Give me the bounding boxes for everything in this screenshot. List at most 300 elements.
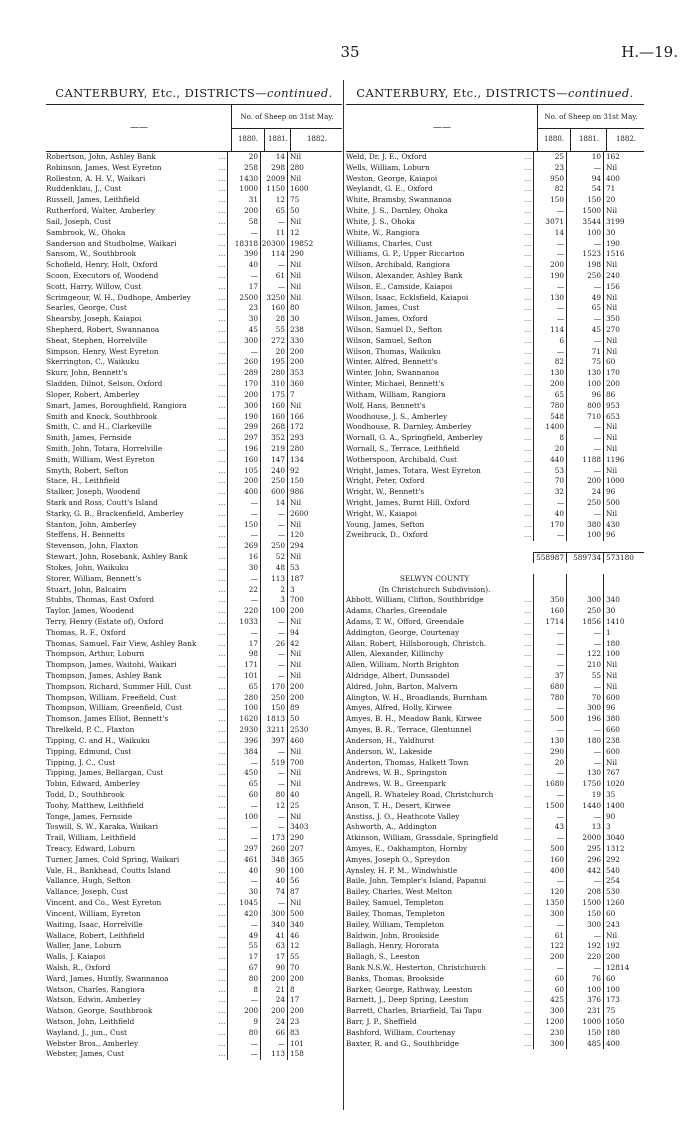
holder-name: Thompson, Richard, Summer Hill, Cust [46,681,192,691]
table-row [46,498,342,509]
sheep-count-2: 24 [260,1017,287,1028]
table-row [46,585,342,596]
sheep-count-3: 200 [287,606,342,617]
table-row [346,390,644,401]
sheep-count-2: — [566,163,603,174]
leader-dots: ... [218,206,226,216]
holder-name: Baxter, R. and G., Southbridge [346,1038,459,1048]
holder-name: Sambrook, W., Ohoka [46,227,126,237]
leader-dots: ... [218,335,226,345]
sheep-count-3: 55 [287,952,342,963]
sheep-count-2: 74 [260,887,287,898]
leader-dots: ... [524,692,532,702]
table-row [346,682,644,693]
sheep-count-2: 200 [260,974,287,985]
table-row [46,314,342,325]
leader-dots: ... [218,995,226,1005]
holder-name: Wornall, G. A., Springfield, Amberley [346,433,483,443]
sheep-count-1: — [533,790,566,801]
sheep-count-1: 680 [533,682,566,693]
leader-dots: ... [524,292,532,302]
sheep-count-3: 100 [603,649,644,660]
sheep-count-2: 63 [260,941,287,952]
sheep-count-3: 53 [287,563,342,574]
holder-name: Schofield, Henry, Holt, Oxford [46,260,158,270]
holder-name: Simpson, Henry, West Eyreton [46,346,159,356]
holder-name: Wolf, Hans, Bennett's [346,400,426,410]
sheep-count-1: — [533,347,566,358]
year-header: 1881. [570,128,607,151]
table-row [346,476,644,487]
sheep-count-3: 1600 [287,184,342,195]
leader-dots: ... [218,768,226,778]
sheep-count-1: 25 [533,152,566,163]
sheep-count-1 [533,574,566,585]
leader-dots: ... [524,249,532,259]
table-row [346,336,644,347]
sheep-count-1: 17 [227,282,260,293]
sheep-count-1: 150 [227,520,260,531]
sheep-count-3: 365 [287,855,342,866]
holder-name: Weylandt, G. E., Oxford [346,184,433,194]
sheep-count-3: 8 [287,985,342,996]
sheep-count-2: 196 [566,714,603,725]
table-row [346,293,644,304]
holder-name: Williams, G. P., Upper Riccarton [346,249,465,259]
leader-dots: ... [524,303,532,313]
sheep-count-2: 250 [260,693,287,704]
sheep-count-1: — [533,660,566,671]
sheep-count-2: 96 [566,390,603,401]
leader-dots: ... [524,822,532,832]
sheep-count-2: 130 [566,768,603,779]
table-row [346,974,644,985]
table-row [46,152,342,163]
sheep-count-1: 400 [227,487,260,498]
sheep-count-1: 8 [227,985,260,996]
sheep-count-2: 160 [260,401,287,412]
sheep-count-2: 160 [260,412,287,423]
leader-dots: ... [218,779,226,789]
leader-dots: ... [218,800,226,810]
table-row [46,649,342,660]
sheep-count-2: 200 [566,476,603,487]
sheep-count-2: 1750 [566,779,603,790]
holder-name: Robertson, John, Ashley Bank [46,152,156,161]
table-row [346,163,644,174]
leader-dots: ... [218,725,226,735]
sheep-count-3: 80 [287,303,342,314]
table-row [346,660,644,671]
sheep-count-1: — [227,920,260,931]
sheep-count-2: — [260,898,287,909]
sheep-count-2: 272 [260,336,287,347]
sheep-count-header [537,105,644,151]
leader-dots: ... [218,898,226,908]
sheep-count-1: 82 [533,357,566,368]
holder-name: Allen, Alexander, Killinchy [346,649,444,659]
leader-dots: ... [218,379,226,389]
leader-dots: ... [524,465,532,475]
sheep-count-1: 80 [227,974,260,985]
table-row [46,866,342,877]
sheep-count-3: 200 [287,1006,342,1017]
sheep-count-3: Nil [287,520,342,531]
table-row [46,822,342,833]
sheep-count-3: Nil [603,682,644,693]
sheep-count-2: 48 [260,563,287,574]
holder-name: Wright, Peter, Oxford [346,476,425,486]
sheep-count-1: 200 [227,1006,260,1017]
sheep-count-3: 50 [287,714,342,725]
sheep-count-1: 65 [227,779,260,790]
sheep-count-3: 12 [287,941,342,952]
table-row [46,1049,342,1060]
sheep-count-2: — [260,530,287,541]
leader-dots: ... [218,562,226,572]
table-row [346,357,644,368]
sheep-count-3: 400 [603,1039,644,1050]
sheep-count-2: 14 [260,152,287,163]
table-row [46,628,342,639]
table-row [346,422,644,433]
sheep-count-3: 75 [287,195,342,206]
sheep-count-2: — [566,314,603,325]
table-row [346,174,644,185]
holder-name: Turner, James, Cold Spring, Waikari [46,854,180,864]
sheep-count-1: — [533,833,566,844]
holder-name: Watson, Edwin, Amberley [46,995,141,1005]
sheep-count-2: 180 [566,736,603,747]
table-row [346,509,644,520]
sheep-count-2: 130 [566,368,603,379]
sheep-count-3: Nil [603,260,644,271]
holder-name: Ballagh, S., Leeston [346,952,420,962]
holder-name: Vincent, and Co., West Eyreton [46,898,162,908]
table-row [46,812,342,823]
holder-name: Todd, D., Southbrook [46,789,125,799]
sheep-count-2: — [566,282,603,293]
sheep-count-1: 32 [533,487,566,498]
leader-dots: ... [218,703,226,713]
holder-name: Stubbs, Thomas, East Oxford [46,595,154,605]
sheep-count-2: — [566,963,603,974]
holder-name: Thompson, William, Greenfield, Cust [46,703,183,713]
table-row [46,336,342,347]
sheep-count-3 [603,585,644,596]
sheep-count-2: 1150 [260,184,287,195]
sheep-count-3: 60 [603,909,644,920]
holder-name: Watson, John, Leithfield [46,1017,135,1026]
sheep-count-1: — [227,801,260,812]
leader-dots: ... [218,270,226,280]
sheep-count-1: — [227,833,260,844]
holder-name: Wells, William, Loburn [346,162,430,172]
sheep-count-3: 340 [287,920,342,931]
sheep-count-3: Nil [287,898,342,909]
table-row [46,844,342,855]
sheep-count-1: 65 [533,390,566,401]
holder-name: Adams, Charles, Greendale [346,606,448,616]
sheep-count-1: 67 [227,963,260,974]
leader-dots: ... [524,703,532,713]
holder-name: Robinson, James, West Eyreton [46,162,162,172]
sheep-count-3: 134 [287,455,342,466]
holder-name: Vallance, Hugh, Sefton [46,876,131,886]
table-row [46,563,342,574]
leader-dots: ... [524,476,532,486]
sheep-count-3: Nil [603,347,644,358]
sheep-count-2: 231 [566,1006,603,1017]
table-row [346,228,644,239]
leader-dots: ... [218,1038,226,1048]
table-row [46,249,342,260]
sheep-count-2: 1000 [566,1017,603,1028]
table-row [346,444,644,455]
table-row [46,357,342,368]
sheep-count-2: 298 [260,163,287,174]
sheep-count-2: 485 [566,1039,603,1050]
holder-name: Walsh, R., Oxford [46,962,111,972]
sheep-count-3: 1516 [603,249,644,260]
table-row [46,422,342,433]
sheep-count-2: — [260,628,287,639]
sheep-count-1: 300 [533,1039,566,1050]
sheep-count-1: 425 [533,995,566,1006]
table-row [346,574,644,585]
sheep-count-1: — [533,920,566,931]
table-row [346,1028,644,1039]
holder-name: SELWYN COUNTY [399,573,470,583]
group-header: No. of Sheep on 31st May. [538,105,644,129]
sheep-count-2: 76 [566,974,603,985]
table-row [46,390,342,401]
sheep-count-3: Nil [287,768,342,779]
holder-name: Anderton, Thomas, Halkett Town [346,757,469,767]
sheep-count-2: 24 [566,487,603,498]
sheep-count-1: — [227,228,260,239]
sheep-count-2: 55 [566,671,603,682]
sheep-count-2: — [566,444,603,455]
table-row [346,671,644,682]
sheep-count-3: 1400 [603,801,644,812]
sheep-count-3: 187 [287,574,342,585]
holder-name: Thompson, Arthur, Loburn [46,649,145,659]
sheep-count-3: 293 [287,433,342,444]
holder-name: Watson, Charles, Rangiora [46,984,145,994]
leader-dots: ... [218,844,226,853]
holder-name: Stalker, Joseph, Woodend [46,487,141,497]
sheep-count-2: 45 [566,325,603,336]
sheep-count-1: 9 [227,1017,260,1028]
holder-name: Toohy, Matthew, Leithfield [46,800,144,810]
holder-name: Aldridge, Albert, Dunsandel [346,671,450,680]
leader-dots [526,541,536,552]
sheep-count-3: 100 [603,985,644,996]
holder-name: Treacy, Edward, Loburn [46,844,136,853]
holder-name: Scrimgeour, W. H., Dudhope, Amberley [46,292,191,302]
holder-name: Bashford, William, Courtenay [346,1027,456,1037]
holder-name: Starky, G. B., Brackenfield, Amberley [46,508,184,518]
sheep-count-2 [568,563,604,574]
table-row [46,552,342,563]
sheep-count-2: 65 [260,206,287,217]
sheep-count-1: 2500 [227,293,260,304]
table-row [46,833,342,844]
holder-name: Wilson, Samuel D., Sefton [346,325,443,334]
leader-dots: ... [524,346,532,356]
sheep-count-2: 20 [260,347,287,358]
sheep-count-1: 14 [533,228,566,239]
sheep-count-2: — [260,520,287,531]
table-row [346,217,644,228]
leader-dots: ... [218,400,226,410]
sheep-count-3: Nil [287,401,342,412]
leader-dots: ... [218,822,226,832]
leader-dots: ... [218,411,226,421]
holder-name: Stanton, John, Amberley [46,519,137,529]
sheep-count-1: 23 [533,163,566,174]
sheep-count-1: — [533,530,566,541]
holder-name: Adams, T. W., Offord, Greendale [346,616,464,626]
holder-name: Tonge, James, Fernside [46,811,133,821]
table-row [46,541,342,552]
sheep-count-3: 96 [603,487,644,498]
table-row [346,736,644,747]
sheep-count-1: 58 [227,217,260,228]
column-divider [343,80,344,1110]
table-row [46,271,342,282]
table-row [46,714,342,725]
leader-dots: ... [218,671,226,680]
holder-name: Walls, J. Kaiapoi [46,952,106,962]
leader-dots: ... [218,454,226,464]
sheep-count-1: 80 [227,1028,260,1039]
leader-dots: ... [218,216,226,226]
table-row [346,152,644,163]
sheep-count-1: 1000 [227,184,260,195]
leader-dots: ... [218,984,226,994]
sheep-count-3: Nil [603,433,644,444]
sheep-count-1: 2930 [227,725,260,736]
leader-dots: ... [524,325,532,334]
sheep-count-3: 238 [603,736,644,747]
sheep-count-1: 82 [533,184,566,195]
sheep-count-3: Nil [603,931,644,942]
sheep-count-2: — [260,282,287,293]
sheep-count-2: 100 [566,228,603,239]
sheep-count-3: 30 [603,606,644,617]
table-row [46,282,342,293]
sheep-count-1: 1200 [533,1017,566,1028]
sheep-count-1: 17 [227,639,260,650]
group-header: No. of Sheep on 31st May. [232,105,342,129]
sheep-count-2: 150 [566,195,603,206]
sheep-count-3: Nil [287,779,342,790]
sheep-count-1: 1045 [227,898,260,909]
holder-name: Stokes, John, Waikuku [46,562,129,572]
sheep-count-3: 71 [603,184,644,195]
sheep-count-2: 100 [566,379,603,390]
holder-name: Anson, T. H., Desert, Kirwee [346,800,451,810]
table-row [346,368,644,379]
sheep-count-3: Nil [603,466,644,477]
leader-dots: ... [524,487,532,497]
sheep-count-3: Nil [603,671,644,682]
sheep-count-3: 573180 [603,552,644,563]
table-row [46,412,342,423]
sheep-count-2: 376 [566,995,603,1006]
leader-dots: ... [524,1038,532,1048]
sheep-count-2: 300 [566,595,603,606]
holder-name: Wornall, S., Terrace, Leithfield [346,443,460,453]
holder-name: Stevenson, John, Flaxton [46,541,139,551]
leader-dots: ... [524,768,532,778]
holder-name: Shearsby, Joseph, Kaiapoi [46,314,142,324]
table-row [346,1039,644,1050]
sheep-count-1: 299 [227,422,260,433]
leader-dots: ... [524,1027,532,1037]
table-row [46,444,342,455]
sheep-count-1: 20 [227,152,260,163]
sheep-count-1: 60 [227,790,260,801]
leader-dots: ... [218,519,226,529]
sheep-count-3: Nil [287,671,342,682]
sheep-count-3: 158 [287,1049,342,1060]
holder-name: Thomas, R. F., Oxford [46,627,126,637]
sheep-count-2: 442 [566,866,603,877]
table-row [346,401,644,412]
leader-dots: ... [524,854,532,864]
table-row [46,325,342,336]
sheep-count-1: 190 [227,412,260,423]
sheep-count-3: 172 [287,422,342,433]
sheep-count-3: Nil [287,282,342,293]
sheep-count-1: 55 [227,941,260,952]
sheep-count-2: 12 [260,195,287,206]
sheep-count-2: 13 [566,822,603,833]
holder-name: Zweibruck, D., Oxford [346,530,428,540]
sheep-count-1: 70 [533,476,566,487]
sheep-count-2: 250 [260,476,287,487]
sheep-count-1: — [227,995,260,1006]
leader-dots: ... [524,508,532,518]
table-row [46,1006,342,1017]
leader-dots: ... [218,1027,226,1037]
leader-dots: ... [218,930,226,940]
leader-dots: ... [524,865,532,875]
table-row [46,595,342,606]
table-row [346,931,644,942]
sheep-count-3: 1260 [603,898,644,909]
table-row [346,703,644,714]
sheep-count-3: 653 [603,412,644,423]
sheep-count-2: 280 [260,368,287,379]
sheep-count-2: — [260,1039,287,1050]
leader-dots: ... [218,357,226,367]
holder-name: Wallace, Robert, Leithfield [46,930,145,940]
holder-name: White, J. S., Darnley, Ohoka [346,206,448,216]
table-row [46,995,342,1006]
sheep-count-3: 270 [603,325,644,336]
sheep-count-1: 300 [533,909,566,920]
holder-name: Thomas, Samuel, Fair View, Ashley Bank [46,638,197,648]
sheep-count-1: 18318 [227,239,260,250]
sheep-count-1: 1430 [227,174,260,185]
holder-name: Storer, William, Bennett's [46,573,142,583]
leader-dots: ... [218,487,226,497]
leader-dots: ... [218,573,226,583]
